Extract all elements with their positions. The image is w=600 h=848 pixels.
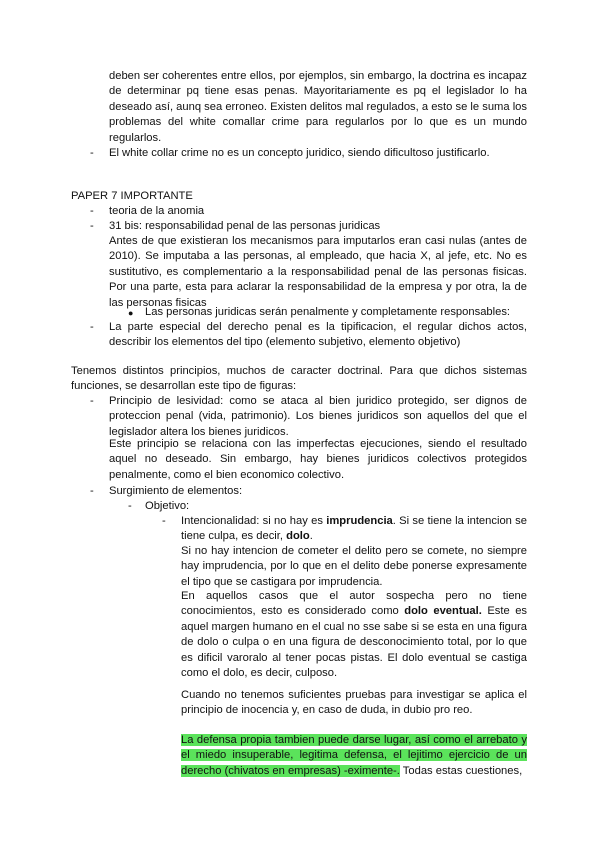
list-item-parte-especial: La parte especial del derecho penal es la tipificacion, el regular dichos actos, describir los elementos del tipo (elemento subjetivo, elemento objetivo) [109, 321, 527, 349]
list-item-personas-juridicas: Las personas juridicas serán penalmente y completamente responsables: [145, 306, 511, 318]
list-dash: - [90, 321, 94, 333]
intro-paragraph: deben ser coherentes entre ellos, por ejemplos, sin embargo, la doctrina es incapaz de determinar pq tiene esas penas. Mayoritariamente es pq el legislador lo ha deseado así, aunq sea erroneo. Existen delitos mal regulados, a esto se le suma los problemas del white comallar crime para regularlos por lo que es un mundo regularlos. [109, 70, 527, 144]
paragraph-dolo-eventual: En aquellos casos que el autor sospecha pero no tiene conocimientos, esto es considerado como dolo eventual. Este es aquel margen humano en el cual no sse sabe si se esta en una figura de dolo o culpa o en una figura de desconocimiento total, por lo que es dificil varoralo al tener pocas pistas. El dolo eventual se castiga como el dolo, es decir, culposo. [181, 590, 528, 680]
list-dash: - [90, 147, 94, 159]
bold-dolo-eventual: dolo eventual. [404, 605, 482, 618]
list-item-lesividad: Principio de lesividad: como se ataca al bien juridico protegido, ser dignos de proteccion penal (vida, patrimonio). Los bienes juridicos son aquellos del que el legislador altera los bienes juridicos. [109, 395, 527, 438]
paragraph-principios-intro: Tenemos distintos principios, muchos de caracter doctrinal. Para que dichos sistemas funciones, se desarrollan este tipo de figuras: [71, 365, 527, 393]
bold-imprudencia: imprudencia [326, 515, 393, 527]
paragraph-31bis-detail: Antes de que existieran los mecanismos para imputarlos eran casi nulas (antes de 2010). Se imputaba a las personas, al empleado, que hacia X, al jefe, etc. No es sustitutivo, es complementario a la responsabilidad penal de las personas fisicas. Por una parte, esta para aclarar la responsabilidad de la empresa y por otra, la de las personas fisicas [109, 235, 527, 309]
list-dash: - [162, 515, 166, 527]
paragraph-inocencia: Cuando no tenemos suficientes pruebas para investigar se aplica el principio de inocencia y, en caso de duda, in dubio pro reo. [181, 689, 527, 717]
bold-dolo: dolo [286, 530, 310, 543]
list-dash: - [90, 220, 94, 232]
section-heading-paper7: PAPER 7 IMPORTANTE [71, 190, 193, 202]
paragraph-lesividad-detail: Este principio se relaciona con las imperfectas ejecuciones, siendo el resultado aquel no deseado. Sin embargo, hay bienes juridicos colectivos protegidos penalmente, como el bien economico colectivo. [109, 438, 527, 481]
paragraph-sin-intencion: Si no hay intencion de cometer el delito pero se comete, no siempre hay imprudencia, por lo que en el delito debe ponerse expresamente el tipo que se castigara por imprudencia. [181, 545, 527, 588]
list-dash: - [90, 485, 94, 497]
paragraph-defensa: La defensa propia tambien puede darse lugar, así como el arrebato y el miedo insuperable, legitima defensa, el lejitimo ejercicio de un derecho (chivatos en empresas) -eximente-. Todas estas cuestiones, [181, 734, 527, 777]
list-item-surgimiento: Surgimiento de elementos: [109, 485, 243, 497]
list-item-31bis: 31 bis: responsabilidad penal de las personas juridicas [109, 220, 381, 232]
list-dash: - [128, 500, 132, 512]
list-item-anomia: teoria de la anomia [109, 205, 205, 217]
list-dash: - [90, 205, 94, 217]
highlighted-text: La defensa propia tambien puede darse lugar, así como el arrebato y el miedo insuperable, legitima defensa, el lejitimo ejercicio de un derecho (chivatos en empresas) -eximente-. [181, 734, 527, 777]
list-dash: - [90, 395, 94, 407]
list-item-white-collar: El white collar crime no es un concepto juridico, siendo dificultoso justificarlo. [109, 147, 490, 159]
list-item-intencionalidad: Intencionalidad: si no hay es imprudencia. Si se tiene la intencion se tiene culpa, es decir, dolo. [181, 515, 528, 543]
bullet-dot: ● [128, 308, 134, 318]
list-item-objetivo: Objetivo: [145, 500, 190, 512]
